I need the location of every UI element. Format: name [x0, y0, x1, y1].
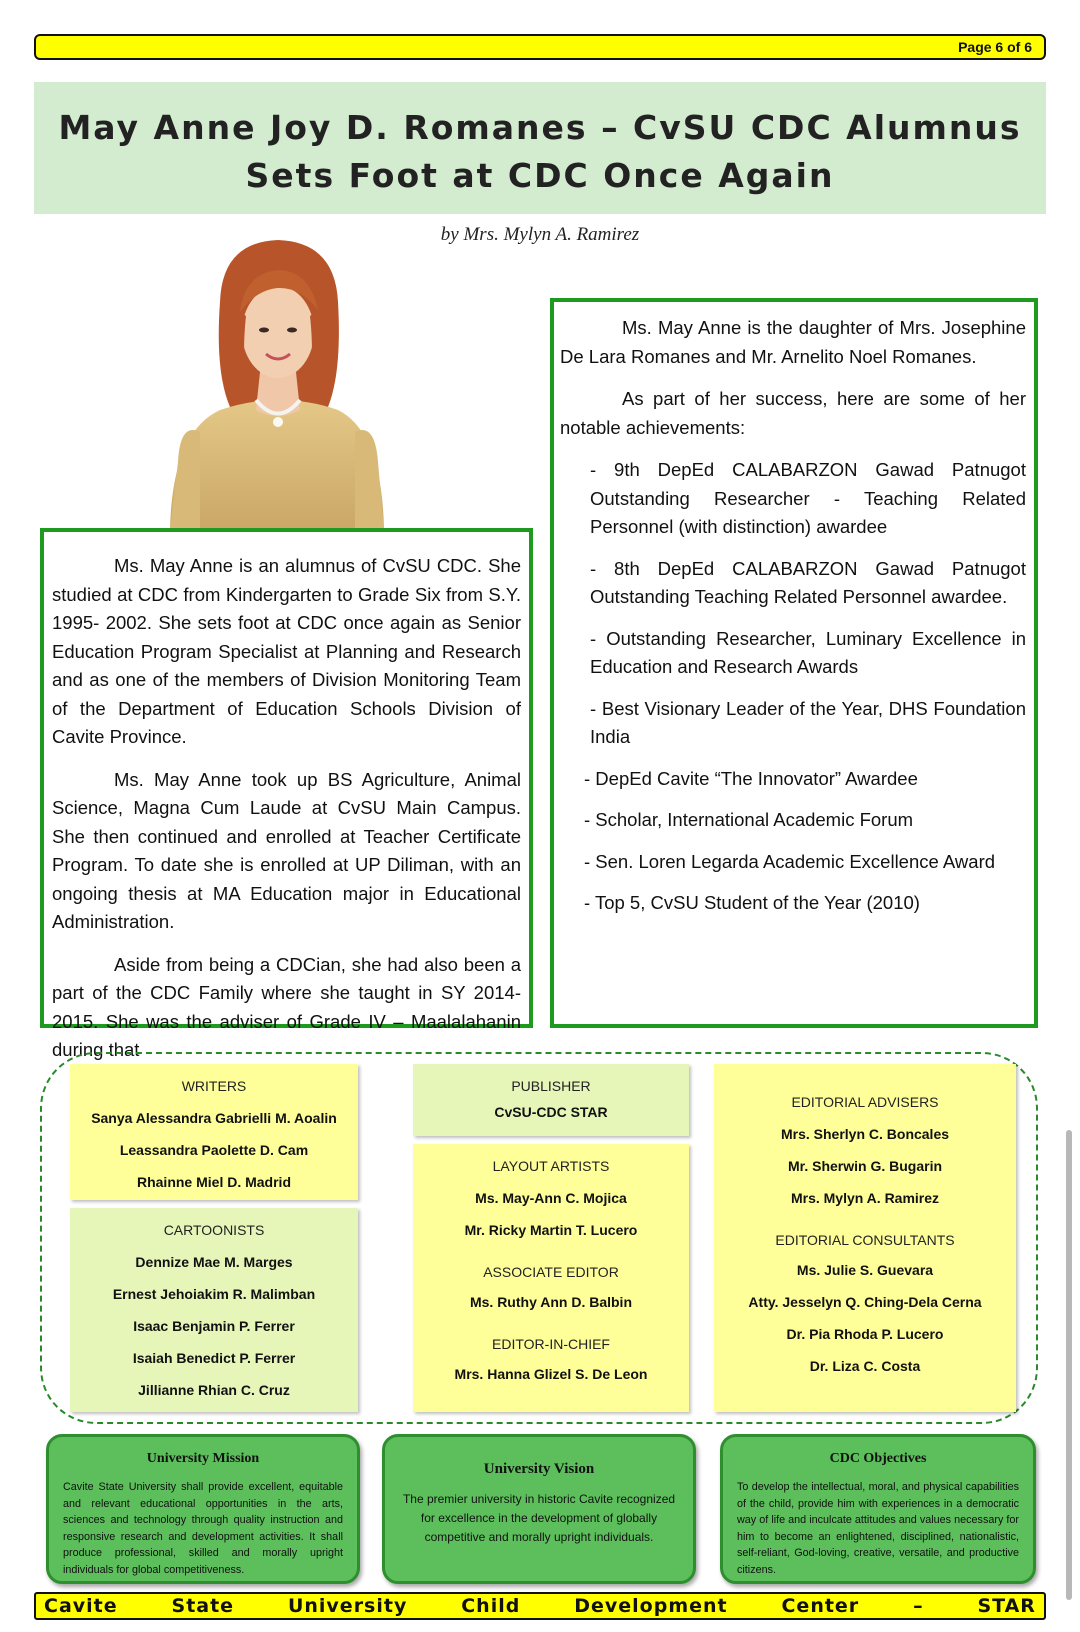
achievement-item: - Scholar, International Academic Forum: [584, 809, 914, 830]
layout-artists-heading: LAYOUT ARTISTS: [492, 1158, 610, 1174]
page-indicator: [34, 34, 1046, 60]
footer-word: STAR: [977, 1595, 1036, 1617]
vision-title: University Vision: [483, 1461, 595, 1477]
objectives-text: To develop the intellectual, moral, and physical capabilities of the child, provide him with experiences in a democratic way of life and inculcate attitudes and values necessary for him to become an enlightened, disciplined, nationalistic, self-reliant, God-loving, creative, versatile, and productive citizens.: [737, 1481, 1019, 1576]
cartoonists-note: [70, 1208, 358, 1412]
achievement-item: - Best Visionary Leader of the Year, DHS Foundation India: [590, 697, 1026, 747]
staff-name: Ms. May-Ann C. Mojica: [475, 1190, 627, 1206]
article-paragraph: Ms. May Anne took up BS Agriculture, Animal Science, Magna Cum Laude at CvSU Main Campus. She then continued and enrolled at Teacher Certificate Program. To date she is enrolled at UP Diliman, with an ongoing thesis at MA Education major in Educational Administration.: [52, 768, 521, 932]
page-number-label: Page 6 of 6: [958, 39, 1032, 55]
objectives-title: CDC Objectives: [829, 1451, 927, 1466]
achievement-item: - Outstanding Researcher, Luminary Excellence in Education and Research Awards: [590, 627, 1026, 677]
article-paragraph: Ms. May Anne is the daughter of Mrs. Josephine De Lara Romanes and Mr. Arnelito Noel Romanes.: [560, 317, 1026, 367]
editorial-consultants-heading: EDITORIAL CONSULTANTS: [775, 1232, 955, 1248]
staff-name: Ernest Jehoiakim R. Malimban: [112, 1286, 316, 1302]
achievement-item: - Sen. Loren Legarda Academic Excellence Award: [584, 850, 996, 872]
article-paragraph: Aside from being a CDCian, she had also been a part of the CDC Family where she taught in SY 2014-2015. She was the adviser of Grade IV – Maalalahanin during that: [52, 953, 521, 1060]
article-paragraph: As part of her success, here are some of her notable achievements:: [560, 388, 1026, 438]
editor-in-chief-heading: EDITOR-IN-CHIEF: [492, 1336, 610, 1352]
title-banner: [34, 82, 1046, 214]
footer-word: Development: [574, 1595, 728, 1617]
staff-name: Sanya Alessandra Gabrielli M. Aoalin: [91, 1110, 337, 1126]
portrait-photo: [160, 232, 390, 530]
byline: by Mrs. Mylyn A. Ramirez: [440, 224, 640, 245]
staff-name: Ms. Julie S. Guevara: [796, 1262, 934, 1278]
staff-name: Dr. Pia Rhoda P. Lucero: [786, 1326, 944, 1342]
achievement-item: - DepEd Cavite “The Innovator” Awardee: [584, 767, 918, 789]
publisher-heading: PUBLISHER: [511, 1078, 591, 1094]
footer-word: Child: [461, 1595, 521, 1617]
achievement-item: - Top 5, CvSU Student of the Year (2010): [584, 892, 920, 913]
staff-name: Mrs. Mylyn A. Ramirez: [790, 1190, 940, 1206]
university-vision-card: [382, 1434, 696, 1584]
staff-name: Atty. Jesselyn Q. Ching-Dela Cerna: [748, 1294, 982, 1310]
footer-banner: [34, 1592, 1046, 1620]
achievement-item: - 8th DepEd CALABARZON Gawad Patnugot Outstanding Teaching Related Personnel awardee.: [590, 557, 1026, 607]
footer-word: University: [287, 1595, 408, 1617]
writers-note: [70, 1064, 358, 1200]
staff-name: Isaac Benjamin P. Ferrer: [133, 1318, 295, 1334]
staff-name: Isaiah Benedict P. Ferrer: [132, 1350, 296, 1366]
staff-name: CvSU-CDC STAR: [494, 1104, 608, 1120]
mission-title: University Mission: [146, 1451, 260, 1466]
page-title: May Anne Joy D. Romanes – CvSU CDC Alumnus Sets Foot at CDC Once Again: [58, 108, 1022, 195]
associate-editor-heading: ASSOCIATE EDITOR: [483, 1264, 619, 1280]
staff-name: Dennize Mae M. Marges: [135, 1254, 293, 1270]
staff-name: Mr. Ricky Martin T. Lucero: [464, 1222, 638, 1238]
cdc-objectives-card: [720, 1434, 1036, 1584]
editorial-advisers-heading: EDITORIAL ADVISERS: [791, 1094, 939, 1110]
mission-text: Cavite State University shall provide excellent, equitable and relevant educational opportunities in the arts, sciences and technology through quality instruction and responsive research and development activities. It shall produce professional, skilled and morally upright individuals for global competitiveness.: [63, 1481, 343, 1576]
writers-heading: WRITERS: [181, 1078, 247, 1094]
achievement-item: - 9th DepEd CALABARZON Gawad Patnugot Outstanding Researcher - Teaching Related Personnel (with distinction) awardee: [590, 459, 1026, 537]
staff-name: Jillianne Rhian C. Cruz: [138, 1382, 290, 1398]
footer-word: Cavite: [44, 1595, 118, 1617]
vision-text: The premier university in historic Cavite recognized for excellence in the development of globally competitive and morally upright individuals.: [402, 1492, 676, 1544]
staff-name: Mrs. Sherlyn C. Boncales: [780, 1126, 950, 1142]
footer-word: State: [171, 1595, 235, 1617]
staff-name: Dr. Liza C. Costa: [809, 1358, 921, 1374]
staff-name: Leassandra Paolette D. Cam: [119, 1142, 309, 1158]
editors-note: [413, 1144, 689, 1412]
publisher-note: [413, 1064, 689, 1136]
staff-name: Mr. Sherwin G. Bugarin: [787, 1158, 943, 1174]
footer-word: –: [913, 1595, 924, 1617]
cartoonists-heading: CARTOONISTS: [163, 1222, 265, 1238]
article-right-column: [550, 298, 1038, 1028]
footer-word: Center: [781, 1595, 860, 1617]
article-left-column: [40, 528, 533, 1060]
article-paragraph: Ms. May Anne is an alumnus of CvSU CDC. She studied at CDC from Kindergarten to Grade Six from S.Y. 1995- 2002. She sets foot at CDC once again as Senior Education Program Specialist at Planning and Research and as one of the members of Division Monitoring Team of the Department of Education Schools Division of Cavite Province.: [52, 555, 521, 747]
staff-name: Ms. Ruthy Ann D. Balbin: [469, 1294, 633, 1310]
advisers-note: [714, 1064, 1016, 1412]
staff-name: Rhainne Miel D. Madrid: [136, 1174, 291, 1190]
vertical-scrollbar[interactable]: [1066, 1130, 1072, 1600]
university-mission-card: [46, 1434, 360, 1584]
staff-name: Mrs. Hanna Glizel S. De Leon: [454, 1366, 648, 1382]
